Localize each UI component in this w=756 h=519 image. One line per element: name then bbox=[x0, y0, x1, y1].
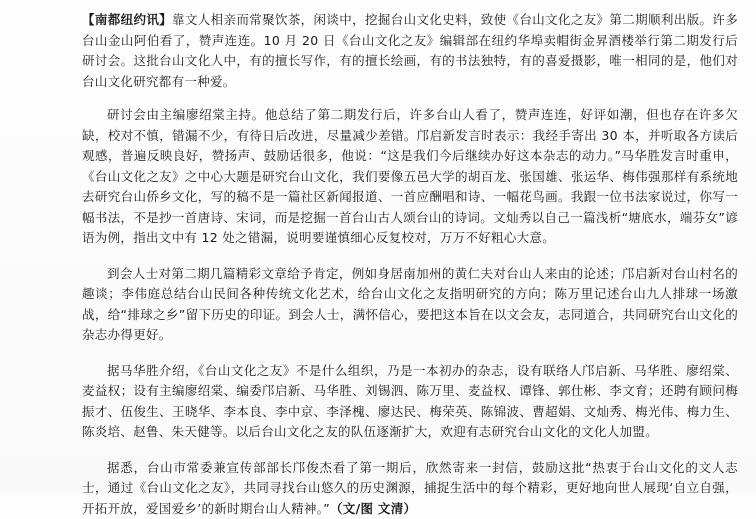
letter-text: 据悉，台山市常委兼宣传部部长邝俊杰看了第一期后，欣然寄来一封信，鼓励这批“热衷于台山文化的文人志士，通过《台山文化之友》，共同寻找台山悠久的历史渊源，捕捉生活中的每个精彩，更好地向世人展现‘自立自强，开拓开放，爱国爱乡’的新时期台山人精神。” bbox=[82, 460, 738, 516]
dateline: 【南都纽约讯】 bbox=[82, 12, 172, 27]
paragraph-attendees: 到会人士对第二期几篇精彩文章给予肯定，例如身居南加州的黄仁夫对台山人来由的论述；邝启新对台山村名的趣谈；李伟庭总结台山民间各种传统文化艺术，给台山文化之友指明研究的方向；陈万里记述台山九人排球一场激战，给“排球之乡”留下历史的印证。到会人士，满怀信心，要把这本旨在以文会友，志同道合，共同研究台山文化的杂志办得更好。 bbox=[82, 264, 738, 346]
intro-text: 靠文人相亲而常聚饮茶，闲谈中，挖掘台山文化史料，致使《台山文化之友》第二期顺利出版。许多台山金山阿伯看了，赞声连连。10 月 20 日《台山文化之友》编辑部在纽约华埠卖帽街金昇酒楼举行第二期发行后研讨会。这批台山文化人中，有的擅长写作，有的擅长绘画，有的书法独特，有的喜爱摄影，唯一相同的是，他们对台山文化研究都有一种爱。 bbox=[82, 12, 738, 89]
byline: （文/图 文清） bbox=[330, 501, 416, 516]
paragraph-intro bbox=[82, 10, 738, 92]
paragraph-seminar: 研讨会由主编廖绍棠主持。他总结了第二期发行后，许多台山人看了，赞声连连，好评如潮，但也存在许多欠缺，校对不慎，错漏不少，有待日后改进，尽量减少差错。邝启新发言时表示：我经手寄出 30 本，并听取各方读后观感，普遍反映良好，赞扬声、鼓励话很多，他说：“这是我们今后继续办好这本杂志的动力。”马华胜发言时重申，《台山文化之友》之中心大题是研究台山文化，我们要像五邑大学的胡百龙、张国雄、张运华、梅伟强那样有系统地去研究台山侨乡文化，写的稿不是一篇社区新闻报道、一首应酬唱和诗、一幅花鸟画。我跟一位书法家说过，你写一幅书法，不是抄一首唐诗、宋词，而是挖掘一首台山古人颂台山的诗词。文灿秀以自己一篇浅析“塘底水，端芬女”谚语为例，指出文中有 12 处之错漏，说明要谨慎细心反复校对，万万不好粗心大意。 bbox=[82, 105, 738, 249]
paragraph-organization: 据马华胜介绍，《台山文化之友》不是什么组织，乃是一本初办的杂志，设有联络人邝启新、马华胜、廖绍棠、麦益权；设有主编廖绍棠、编委邝启新、马华胜、刘锡泗、陈万里、麦益权、谭锋、郭仕彬、李文育；还聘有顾问梅振才、伍俊生、王晓华、李本良、李中京、李泽槐、廖达民、梅荣英、陈锦波、曹超娟、文灿秀、梅光伟、梅力生、陈炎培、赵鲁、朱天健等。以后台山文化之友的队伍逐渐扩大，欢迎有志研究台山文化的文化人加盟。 bbox=[82, 361, 738, 443]
paragraph-letter bbox=[82, 458, 738, 519]
